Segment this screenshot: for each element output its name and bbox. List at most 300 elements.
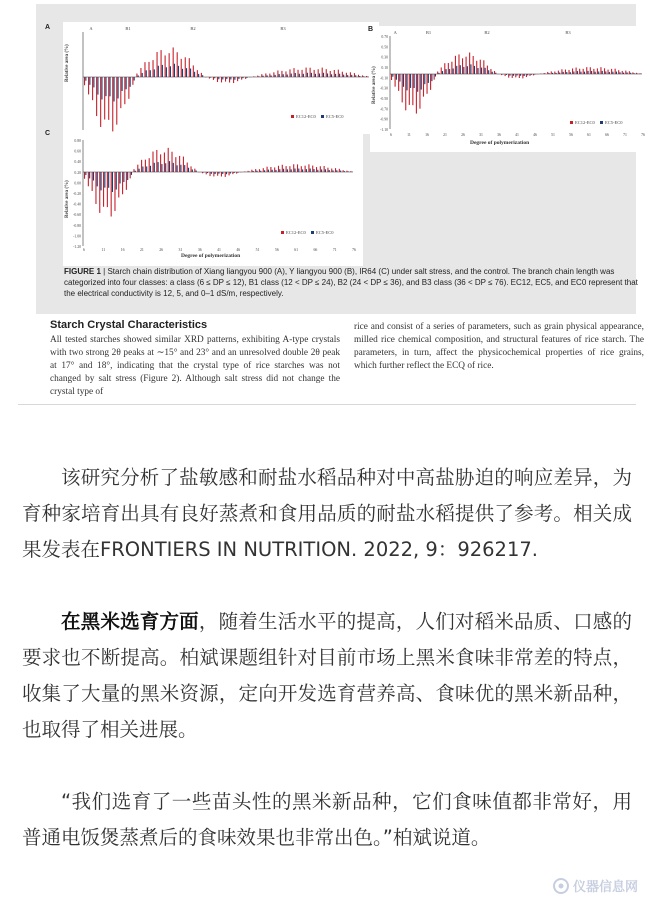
panel-a-class-label: B1 bbox=[125, 26, 131, 31]
panel-a-bar-ec12 bbox=[285, 71, 286, 77]
panel-b-bar-ec5 bbox=[463, 67, 464, 74]
panel-b-bar-ec12 bbox=[391, 74, 392, 80]
panel-a-bar-ec12 bbox=[245, 77, 246, 79]
panel-c-bar-ec12 bbox=[130, 172, 131, 178]
panel-b-bar-ec12 bbox=[533, 74, 534, 75]
panel-b-bar-ec5 bbox=[591, 71, 592, 74]
panel-b-bar-ec12 bbox=[590, 67, 591, 74]
panel-a-bar-ec12 bbox=[334, 70, 335, 77]
panel-c-ytick: -1.20 bbox=[73, 245, 81, 249]
panel-c-ytick: 0.80 bbox=[74, 139, 81, 143]
panel-c-bar-ec12 bbox=[145, 160, 146, 172]
panel-b-bar-ec5 bbox=[609, 72, 610, 74]
panel-b-bar-ec5 bbox=[612, 72, 613, 74]
panel-a-bar-ec12 bbox=[302, 70, 303, 77]
chart-panel-b bbox=[370, 26, 652, 152]
panel-a-bar-ec12 bbox=[273, 72, 274, 77]
panel-b-bar-ec5 bbox=[580, 72, 581, 74]
panel-a-bar-ec12 bbox=[140, 68, 141, 77]
panel-c-bar-ec5 bbox=[135, 171, 136, 172]
panel-a-bar-ec5 bbox=[226, 77, 227, 79]
panel-b-bar-ec5 bbox=[477, 68, 478, 74]
panel-c-bar-ec12 bbox=[221, 172, 222, 176]
panel-c-bar-ec5 bbox=[165, 163, 166, 172]
panel-c-bar-ec5 bbox=[89, 172, 90, 178]
panel-c-bar-ec5 bbox=[283, 169, 284, 172]
panel-a-bar-ec12 bbox=[330, 71, 331, 77]
panel-c-bar-ec12 bbox=[209, 172, 210, 176]
panel-a-bar-ec12 bbox=[358, 75, 359, 77]
panel-b-bar-ec12 bbox=[554, 72, 555, 74]
panel-c-xtick: 56 bbox=[274, 248, 279, 252]
panel-c-bar-ec5 bbox=[294, 169, 295, 172]
panel-b-bar-ec5 bbox=[485, 68, 486, 74]
panel-c-bar-ec12 bbox=[217, 172, 218, 176]
panel-c-xtick: 66 bbox=[313, 248, 318, 252]
panel-a-bar-ec12 bbox=[213, 77, 214, 80]
panel-a-bar-ec5 bbox=[287, 74, 288, 77]
panel-b-bar-ec5 bbox=[399, 74, 400, 82]
panel-a-bar-ec12 bbox=[112, 77, 113, 131]
panel-a-bar-ec5 bbox=[355, 75, 356, 77]
panel-a-bar-ec12 bbox=[152, 60, 153, 77]
panel-a-bar-ec12 bbox=[269, 74, 270, 77]
panel-b-bar-ec12 bbox=[419, 74, 420, 109]
panel-c-bar-ec12 bbox=[103, 172, 104, 207]
panel-a-bar-ec5 bbox=[311, 73, 312, 77]
panel-a-bar-ec12 bbox=[92, 77, 93, 100]
panel-a-bar-ec5 bbox=[198, 74, 199, 77]
panel-a-legend-ec5: EC5-EC0 bbox=[326, 114, 344, 119]
panel-c-bar-ec5 bbox=[336, 170, 337, 172]
panel-a-bar-ec5 bbox=[335, 74, 336, 77]
panel-b-bar-ec12 bbox=[451, 62, 452, 74]
panel-c-bar-ec5 bbox=[161, 164, 162, 172]
panel-a-bar-ec12 bbox=[108, 77, 109, 120]
panel-b-xtick: 41 bbox=[515, 133, 519, 137]
panel-a-bar-ec12 bbox=[310, 68, 311, 77]
panel-a-bar-ec5 bbox=[101, 77, 102, 99]
panel-c-bar-ec5 bbox=[177, 165, 178, 172]
panel-b-bar-ec12 bbox=[395, 74, 396, 87]
panel-b-bar-ec5 bbox=[634, 73, 635, 74]
panel-c-bar-ec5 bbox=[332, 170, 333, 172]
panel-a-legend-ec12: EC12-EC0 bbox=[296, 114, 316, 119]
panel-a-bar-ec5 bbox=[182, 69, 183, 77]
panel-a-bar-ec12 bbox=[116, 77, 117, 125]
panel-a-bar-ec5 bbox=[319, 74, 320, 77]
panel-c-bar-ec5 bbox=[211, 172, 212, 174]
panel-c-bar-ec5 bbox=[313, 169, 314, 172]
panel-c-bar-ec5 bbox=[139, 169, 140, 172]
panel-a-bar-ec5 bbox=[359, 76, 360, 77]
panel-c-xtick: 11 bbox=[101, 248, 106, 252]
panel-b-bar-ec5 bbox=[605, 71, 606, 74]
panel-a-bar-ec12 bbox=[96, 77, 97, 116]
panel-a-bar-ec12 bbox=[265, 73, 266, 77]
panel-b-bar-ec5 bbox=[502, 74, 503, 75]
panel-a-bar-ec12 bbox=[100, 77, 101, 127]
panel-c-bar-ec5 bbox=[154, 163, 155, 172]
panel-c-bar-ec12 bbox=[301, 166, 302, 172]
panel-b-bar-ec12 bbox=[604, 68, 605, 74]
panel-a-bar-ec12 bbox=[197, 70, 198, 77]
panel-b-bar-ec5 bbox=[517, 74, 518, 76]
panel-a-legend-swatch-ec5 bbox=[321, 115, 324, 118]
panel-b-ytick: -0.10 bbox=[380, 76, 388, 81]
panel-b-bar-ec5 bbox=[392, 74, 393, 77]
panel-a-bar-ec12 bbox=[322, 68, 323, 77]
panel-b-xtick: 76 bbox=[641, 133, 645, 137]
panel-a-bar-ec5 bbox=[295, 73, 296, 77]
panel-c-bar-ec12 bbox=[168, 148, 169, 172]
panel-b-bar-ec12 bbox=[611, 69, 612, 74]
panel-b-plot bbox=[370, 26, 652, 152]
panel-b-bar-ec12 bbox=[487, 66, 488, 74]
panel-b-class-label: B3 bbox=[565, 30, 571, 35]
panel-a-bar-ec5 bbox=[194, 72, 195, 77]
panel-a-bar-ec5 bbox=[327, 73, 328, 77]
panel-b-bar-ec12 bbox=[622, 71, 623, 74]
panel-a-bar-ec5 bbox=[246, 77, 247, 78]
panel-c-bar-ec12 bbox=[350, 171, 351, 172]
panel-c-bar-ec5 bbox=[203, 172, 204, 173]
panel-c-bar-ec12 bbox=[312, 166, 313, 172]
panel-b-bar-ec5 bbox=[431, 74, 432, 81]
panel-c-bar-ec12 bbox=[84, 172, 85, 179]
panel-c-bar-ec5 bbox=[226, 172, 227, 174]
panel-c-xtick: 61 bbox=[294, 248, 299, 252]
panel-b-bar-ec12 bbox=[618, 70, 619, 74]
panel-b-bar-ec12 bbox=[522, 74, 523, 78]
panel-b-bar-ec5 bbox=[548, 73, 549, 74]
panel-b-bar-ec5 bbox=[602, 71, 603, 74]
panel-c-bar-ec5 bbox=[123, 172, 124, 182]
section-title: Starch Crystal Characteristics bbox=[50, 319, 208, 331]
panel-c-bar-ec5 bbox=[275, 170, 276, 172]
panel-b-bar-ec12 bbox=[480, 60, 481, 74]
panel-c-ytick: -0.40 bbox=[73, 202, 81, 207]
panel-b-bar-ec5 bbox=[623, 73, 624, 74]
panel-c-bar-ec5 bbox=[196, 170, 197, 172]
panel-c-bar-ec5 bbox=[116, 172, 117, 190]
panel-c-bar-ec5 bbox=[169, 161, 170, 172]
panel-b-ylabel: Relative area (%) bbox=[372, 66, 377, 104]
panel-a-bar-ec5 bbox=[178, 66, 179, 77]
panel-c-bar-ec5 bbox=[101, 172, 102, 190]
panel-a-bar-ec5 bbox=[283, 74, 284, 77]
panel-a-bar-ec5 bbox=[85, 77, 86, 81]
panel-b-bar-ec5 bbox=[467, 66, 468, 74]
panel-b-bar-ec5 bbox=[449, 69, 450, 74]
panel-b-bar-ec5 bbox=[584, 72, 585, 74]
panel-b-bar-ec12 bbox=[547, 72, 548, 74]
panel-b-bar-ec12 bbox=[558, 71, 559, 74]
panel-b-bar-ec5 bbox=[428, 74, 429, 83]
panel-a-bar-ec12 bbox=[124, 77, 125, 104]
panel-b-bar-ec12 bbox=[625, 71, 626, 74]
panel-b-bar-ec5 bbox=[595, 72, 596, 74]
panel-b-bar-ec5 bbox=[513, 74, 514, 76]
panel-c-bar-ec5 bbox=[325, 169, 326, 172]
panel-a-bar-ec5 bbox=[142, 73, 143, 77]
panel-b-bar-ec12 bbox=[448, 63, 449, 74]
panel-a-bar-ec5 bbox=[279, 74, 280, 77]
panel-c-bar-ec5 bbox=[218, 172, 219, 174]
panel-c-label: C bbox=[45, 130, 51, 137]
paper-right-column: rice and consist of a series of parameters, such as grain physical appearance, milled rice chemical composition, and structural features of rice starch. The parameters, in turn, affect the physicochemical properties of rice grains, which further reflect the ECQ of rice. bbox=[354, 322, 644, 371]
article-paragraph-2 bbox=[22, 604, 632, 748]
panel-b-ytick: 0.50 bbox=[381, 45, 388, 50]
paper-excerpt bbox=[18, 4, 645, 407]
panel-b-bar-ec5 bbox=[460, 65, 461, 74]
panel-c-bar-ec5 bbox=[317, 170, 318, 172]
panel-a-bar-ec12 bbox=[217, 77, 218, 82]
panel-c-xtick: 21 bbox=[139, 248, 144, 252]
panel-a-bar-ec12 bbox=[350, 72, 351, 77]
panel-b-bar-ec12 bbox=[519, 74, 520, 78]
panel-a-bar-ec12 bbox=[362, 75, 363, 77]
panel-c-bar-ec5 bbox=[234, 172, 235, 173]
panel-b-bar-ec5 bbox=[573, 72, 574, 74]
panel-a-bar-ec12 bbox=[148, 62, 149, 77]
panel-b-bar-ec12 bbox=[402, 74, 403, 102]
panel-a-bar-ec12 bbox=[157, 52, 158, 77]
panel-c-bar-ec12 bbox=[133, 169, 134, 172]
panel-b-class-label: B2 bbox=[484, 30, 490, 35]
panel-b-bar-ec12 bbox=[494, 71, 495, 74]
panel-b-bar-ec5 bbox=[474, 66, 475, 74]
panel-c-bar-ec5 bbox=[279, 169, 280, 172]
figure-1 bbox=[36, 4, 645, 314]
panel-b-ytick: -0.70 bbox=[380, 107, 388, 112]
panel-b-bar-ec5 bbox=[598, 71, 599, 74]
panel-b-bar-ec5 bbox=[637, 73, 638, 74]
panel-c-bar-ec12 bbox=[267, 167, 268, 172]
panel-b-bar-ec12 bbox=[597, 68, 598, 74]
panel-b-bar-ec12 bbox=[416, 74, 417, 114]
paragraph-2-lead: 在黑米选育方面 bbox=[61, 610, 199, 633]
panel-b-xtick: 46 bbox=[533, 133, 537, 137]
panel-c-bar-ec12 bbox=[183, 157, 184, 172]
panel-a-class-label: A bbox=[89, 26, 93, 31]
panel-b-bar-ec12 bbox=[466, 57, 467, 74]
article-paragraph-3: “我们选育了一些苗头性的黑米新品种，它们食味值都非常好，用普通电饭煲蒸煮后的食味效果也非常出色。”柏斌说道。 bbox=[22, 790, 632, 849]
panel-c-xtick: 41 bbox=[217, 248, 221, 252]
panel-b-bar-ec12 bbox=[458, 54, 459, 74]
panel-a-bar-ec5 bbox=[222, 77, 223, 79]
panel-b-xtick: 21 bbox=[443, 133, 447, 137]
panel-b-bar-ec5 bbox=[616, 72, 617, 74]
panel-c-bar-ec5 bbox=[184, 165, 185, 172]
panel-b-bar-ec12 bbox=[405, 74, 406, 110]
panel-c-bar-ec5 bbox=[97, 172, 98, 186]
panel-c-bar-ec12 bbox=[171, 152, 172, 172]
panel-b-ytick: -1.10 bbox=[380, 128, 388, 132]
panel-c-bar-ec5 bbox=[340, 171, 341, 172]
panel-b-bar-ec12 bbox=[593, 69, 594, 74]
panel-c-bar-ec12 bbox=[160, 154, 161, 172]
panel-a-bar-ec12 bbox=[314, 70, 315, 77]
panel-c-bar-ec12 bbox=[346, 171, 347, 172]
panel-b-class-label: B1 bbox=[425, 30, 432, 35]
panel-a-bar-ec5 bbox=[238, 77, 239, 79]
panel-c-bar-ec5 bbox=[268, 170, 269, 172]
panel-c-bar-ec12 bbox=[118, 172, 119, 197]
panel-a-bar-ec12 bbox=[326, 69, 327, 77]
panel-a-label: A bbox=[45, 24, 51, 31]
panel-b-xtick: 61 bbox=[587, 133, 591, 137]
panel-c-ytick: 0.20 bbox=[74, 170, 81, 175]
panel-c-bar-ec5 bbox=[302, 169, 303, 172]
panel-b-bar-ec5 bbox=[534, 74, 535, 75]
panel-a-bar-ec5 bbox=[202, 75, 203, 77]
panel-a-bar-ec5 bbox=[259, 76, 260, 77]
panel-b-bar-ec5 bbox=[435, 74, 436, 77]
panel-a-bar-ec5 bbox=[118, 77, 119, 98]
panel-b-bar-ec12 bbox=[490, 69, 491, 74]
panel-c-bar-ec12 bbox=[286, 166, 287, 172]
panel-a-bar-ec12 bbox=[346, 73, 347, 77]
panel-b-bar-ec5 bbox=[403, 74, 404, 87]
panel-a-bar-ec12 bbox=[306, 68, 307, 77]
panel-b-bar-ec12 bbox=[636, 73, 637, 74]
panel-c-ylabel: Relative area (%) bbox=[65, 180, 70, 218]
panel-c-bar-ec5 bbox=[260, 171, 261, 172]
panel-b-bar-ec12 bbox=[469, 53, 470, 74]
panel-a-bar-ec12 bbox=[144, 62, 145, 77]
panel-b-bar-ec12 bbox=[501, 74, 502, 75]
panel-a-bar-ec5 bbox=[343, 75, 344, 77]
panel-a-bar-ec12 bbox=[229, 77, 230, 82]
panel-a-bar-ec12 bbox=[297, 70, 298, 77]
panel-c-bar-ec5 bbox=[222, 172, 223, 174]
panel-b-class-label: A bbox=[393, 30, 397, 35]
panel-a-bar-ec5 bbox=[105, 77, 106, 96]
panel-b-bar-ec12 bbox=[462, 58, 463, 74]
panel-b-bar-ec12 bbox=[483, 60, 484, 74]
panel-a-bar-ec5 bbox=[126, 77, 127, 89]
panel-b-bar-ec12 bbox=[551, 71, 552, 74]
panel-c-bar-ec12 bbox=[282, 165, 283, 172]
panel-c-ytick: 0.40 bbox=[74, 160, 81, 165]
panel-b-bar-ec12 bbox=[565, 70, 566, 74]
panel-c-bar-ec5 bbox=[173, 163, 174, 172]
panel-b-bar-ec5 bbox=[421, 74, 422, 90]
panel-b-bar-ec12 bbox=[434, 74, 435, 80]
caption-label: FIGURE 1 bbox=[64, 267, 101, 276]
panel-b-bar-ec12 bbox=[508, 74, 509, 78]
panel-b-bar-ec12 bbox=[600, 67, 601, 74]
panel-c-bar-ec12 bbox=[194, 169, 195, 172]
panel-a-bar-ec12 bbox=[318, 69, 319, 77]
panel-c-bar-ec5 bbox=[188, 168, 189, 172]
panel-c-bar-ec5 bbox=[192, 169, 193, 172]
panel-b-ytick: -0.30 bbox=[380, 86, 388, 91]
panel-b-bar-ec5 bbox=[619, 72, 620, 74]
panel-b-bar-ec5 bbox=[520, 74, 521, 76]
panel-b-bar-ec12 bbox=[544, 73, 545, 74]
panel-a-bar-ec5 bbox=[174, 64, 175, 77]
panel-b-legend-swatch-ec12 bbox=[570, 121, 573, 124]
caption-text: Starch chain distribution of Xiang liangyou 900 (A), Y liangyou 900 (B), IR64 (C) under salt stress, and the control. The branch chain length was categorized into four classes: a class (6 ≤ DP ≤ 12), B1 class (12 < DP ≤ 24), B2 (24 < DP ≤ 36), and B3 class (36 < DP ≤ 76). EC12, EC5, and EC0 represent that the electrical conductivity is 12, 5, and 0–1 dS/m, respectively. bbox=[64, 267, 638, 298]
panel-c-bar-ec5 bbox=[291, 169, 292, 172]
panel-b-ytick: -0.90 bbox=[380, 117, 388, 122]
panel-c-bar-ec12 bbox=[278, 166, 279, 172]
panel-b-bar-ec12 bbox=[409, 74, 410, 105]
panel-c-bar-ec5 bbox=[272, 170, 273, 172]
panel-c-legend-ec5: EC5-EC0 bbox=[316, 230, 334, 235]
panel-b-xtick: 71 bbox=[623, 133, 627, 137]
panel-a-bar-ec5 bbox=[146, 70, 147, 77]
panel-a-bar-ec12 bbox=[209, 77, 210, 79]
panel-c-bar-ec5 bbox=[112, 172, 113, 192]
panel-b-xtick: 36 bbox=[497, 133, 501, 137]
panel-c-legend-ec12: EC12-EC0 bbox=[286, 230, 306, 235]
panel-b-bar-ec5 bbox=[556, 73, 557, 74]
panel-c-bar-ec12 bbox=[255, 169, 256, 172]
panel-a-bar-ec5 bbox=[166, 67, 167, 77]
panel-c-bar-ec12 bbox=[107, 172, 108, 207]
panel-a-bar-ec5 bbox=[162, 65, 163, 77]
panel-b-bar-ec5 bbox=[588, 71, 589, 74]
panel-b-legend-ec5: EC5-EC0 bbox=[605, 120, 623, 125]
panel-b-bar-ec12 bbox=[430, 74, 431, 90]
panel-a-bar-ec5 bbox=[315, 74, 316, 77]
panel-b-bar-ec5 bbox=[446, 69, 447, 74]
panel-a-bar-ec12 bbox=[173, 47, 174, 77]
panel-b-bar-ec12 bbox=[579, 69, 580, 74]
panel-c-bar-ec12 bbox=[327, 168, 328, 172]
panel-b-bar-ec12 bbox=[412, 74, 413, 105]
panel-c-bar-ec5 bbox=[127, 172, 128, 180]
panel-c-bar-ec12 bbox=[335, 168, 336, 172]
panel-b-bar-ec5 bbox=[563, 72, 564, 74]
panel-a-bar-ec12 bbox=[132, 77, 133, 85]
panel-c-xtick: 26 bbox=[159, 248, 164, 252]
panel-b-xtick: 16 bbox=[425, 133, 429, 137]
panel-b-bar-ec5 bbox=[627, 72, 628, 74]
panel-b-bar-ec12 bbox=[526, 74, 527, 77]
panel-c-bar-ec12 bbox=[92, 172, 93, 191]
panel-a-bar-ec12 bbox=[177, 52, 178, 77]
panel-c-bar-ec12 bbox=[126, 172, 127, 190]
panel-b-bar-ec5 bbox=[488, 70, 489, 74]
panel-a-bar-ec5 bbox=[158, 66, 159, 77]
panel-a-bar-ec5 bbox=[291, 74, 292, 77]
panel-a-bar-ec5 bbox=[267, 75, 268, 77]
panel-b-bar-ec12 bbox=[568, 70, 569, 74]
panel-c-bar-ec12 bbox=[122, 172, 123, 194]
panel-b-bar-ec12 bbox=[561, 69, 562, 74]
panel-b-xlabel: Degree of polymerization bbox=[470, 140, 530, 146]
panel-b-bar-ec5 bbox=[552, 73, 553, 74]
panel-c-bar-ec5 bbox=[321, 169, 322, 172]
watermark bbox=[553, 876, 638, 895]
panel-c-ytick: -0.20 bbox=[73, 192, 81, 196]
panel-c-bar-ec12 bbox=[156, 150, 157, 172]
panel-c-bar-ec5 bbox=[215, 172, 216, 174]
panel-b-label: B bbox=[368, 26, 374, 33]
panel-c-bar-ec12 bbox=[88, 172, 89, 186]
panel-b-bar-ec12 bbox=[505, 74, 506, 76]
panel-a-bar-ec5 bbox=[138, 75, 139, 77]
panel-b-bar-ec5 bbox=[506, 74, 507, 75]
panel-a-bar-ec5 bbox=[299, 74, 300, 77]
panel-a-bar-ec5 bbox=[150, 70, 151, 77]
panel-a-bar-ec5 bbox=[339, 74, 340, 77]
panel-a-bar-ec12 bbox=[120, 77, 121, 108]
